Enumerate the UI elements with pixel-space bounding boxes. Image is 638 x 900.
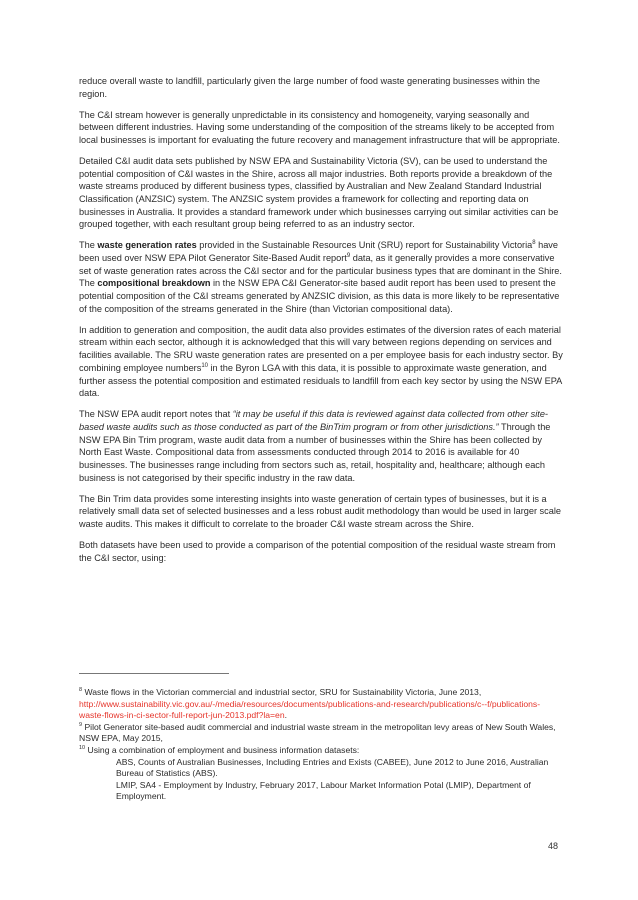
text-run: in the Byron LGA with this data, it is possible to approximate waste generation, and further assess the potential composition and estimated residuals to landfill from each key sector by using the NSW EPA data. [79, 362, 562, 399]
footnote-10-source: LMIP, SA4 - Employment by Industry, February 2017, Labour Market Information Potal (LMIP), Department of Employment. [116, 779, 531, 802]
footnote-text: Pilot Generator site-based audit commercial and industrial waste stream in the metropolitan levy areas of New South Wales, NSW EPA, May 2015, [79, 721, 556, 744]
footnote-number: 8 [79, 687, 83, 694]
paragraph: Detailed C&I audit data sets published by NSW EPA and Sustainability Victoria (SV), can be used to understand the potential composition of C&I wastes in the Shire, across all major industries. Both reports provide a breakdown of the waste streams produced by different business types, classified by Australian and New Zealand Standard Industrial Classification (ANZSIC) system. The ANZSIC system provides a framework for collecting and reporting data on businesses in Australia. It provides a standard framework under which businesses carrying out similar activities can be grouped together, with each resultant group being referred to as an industry sector. [79, 155, 559, 230]
paragraph: The C&I stream however is generally unpredictable in its consistency and homogeneity, varying seasonally and between different industries. Having some understanding of the composition of the streams likely to be accepted from local businesses is important for evaluating the future recovery and management infrastructure that will be appropriate. [79, 109, 560, 145]
footnotes [79, 687, 563, 803]
text-run: The NSW EPA audit report notes that [79, 409, 233, 420]
footnote-ref[interactable]: 9 [346, 252, 351, 259]
footnote-divider [79, 673, 229, 674]
paragraph [79, 239, 563, 315]
footnote-text: . [284, 710, 288, 721]
quote: “it may be useful if this data is reviewed against data collected from other site-based waste audits such as those conducted as part of the BinTrim program or from other jurisdictions.” [79, 409, 548, 432]
text-run: in the NSW EPA C&I Generator-site based audit report has been used to present the potential composition of the C&I streams generated by ANZSIC division, as this data is more likely to be representative of the composition of the streams generated in the Shire (than Victorian compositional data). [79, 278, 560, 314]
footnote-text: Waste flows in the Victorian commercial and industrial sector, SRU for Sustainability Victoria, June 2013, [82, 687, 482, 697]
bold-term: waste generation rates [97, 240, 197, 251]
text-run: have been used over NSW EPA Pilot Generator Site-Based Audit report [79, 240, 558, 263]
text-run: provided in the Sustainable Resources Unit (SRU) report for Sustainability Victoria [196, 240, 533, 251]
text-run: Through the NSW EPA Bin Trim program, waste audit data from a number of businesses within the Shire has been collected by North East Waste. Compositional data from assessments conducted through 2014 to 2016 is available for 40 businesses. The businesses range including from sectors such as, retail, hospitality and, healthcare; although each business is not categorised by their specific industry in the raw data. [79, 421, 551, 483]
footnote-number: 9 [79, 721, 83, 728]
footnote-link[interactable]: http://www.sustainability.vic.gov.au/-/media/resources/documents/publications-and-research/publications/c--f/publications-waste-flows-in-ci-sector-full-report-jun-2013.pdf?la=en [79, 698, 541, 721]
text-run: The [79, 240, 98, 251]
footnote-10-source: ABS, Counts of Australian Businesses, Including Entries and Exists (CABEE), June 2012 to June 2016, Australian Bureau of Statistics (ABS). [116, 756, 549, 779]
bold-term: compositional breakdown [97, 278, 211, 289]
text-run: In addition to generation and composition, the audit data also provides estimates of the diversion rates of each material stream within each sector, although it is acknowledged that this will vary between regions depending on services and facilities available. The SRU waste generation rates are presented on a per employee basis for each industry sector. By combining employee numbers [79, 324, 563, 373]
footnote-text: Using a combination of employment and business information datasets: [85, 744, 360, 755]
text-run: data, as it generally provides a more conservative set of waste generation rates across the C&I sector and for the particular business types that are dominant in the Shire. The [79, 253, 562, 289]
footnote-ref[interactable]: 8 [532, 240, 536, 247]
paragraph: Both datasets have been used to provide a comparison of the potential composition of the residual waste stream from the C&I sector, using: [79, 539, 556, 563]
body-text [79, 75, 563, 572]
footnote-10 [79, 745, 563, 757]
footnote-8 [79, 687, 563, 722]
paragraph: reduce overall waste to landfill, particularly given the large number of food waste generating businesses within the region. [79, 76, 541, 99]
footnote-9 [79, 722, 563, 745]
footnote-ref[interactable]: 10 [201, 362, 208, 369]
footnote-number: 10 [79, 745, 86, 752]
paragraph [79, 324, 563, 400]
page-number: 48 [547, 841, 558, 851]
paragraph [79, 408, 563, 484]
paragraph: The Bin Trim data provides some interesting insights into waste generation of certain types of businesses, but it is a relatively small data set of selected businesses and a less robust audit methodology than would be used in larger scale waste audits. This makes it difficult to correlate to the broader C&I waste stream across the Shire. [79, 493, 561, 529]
